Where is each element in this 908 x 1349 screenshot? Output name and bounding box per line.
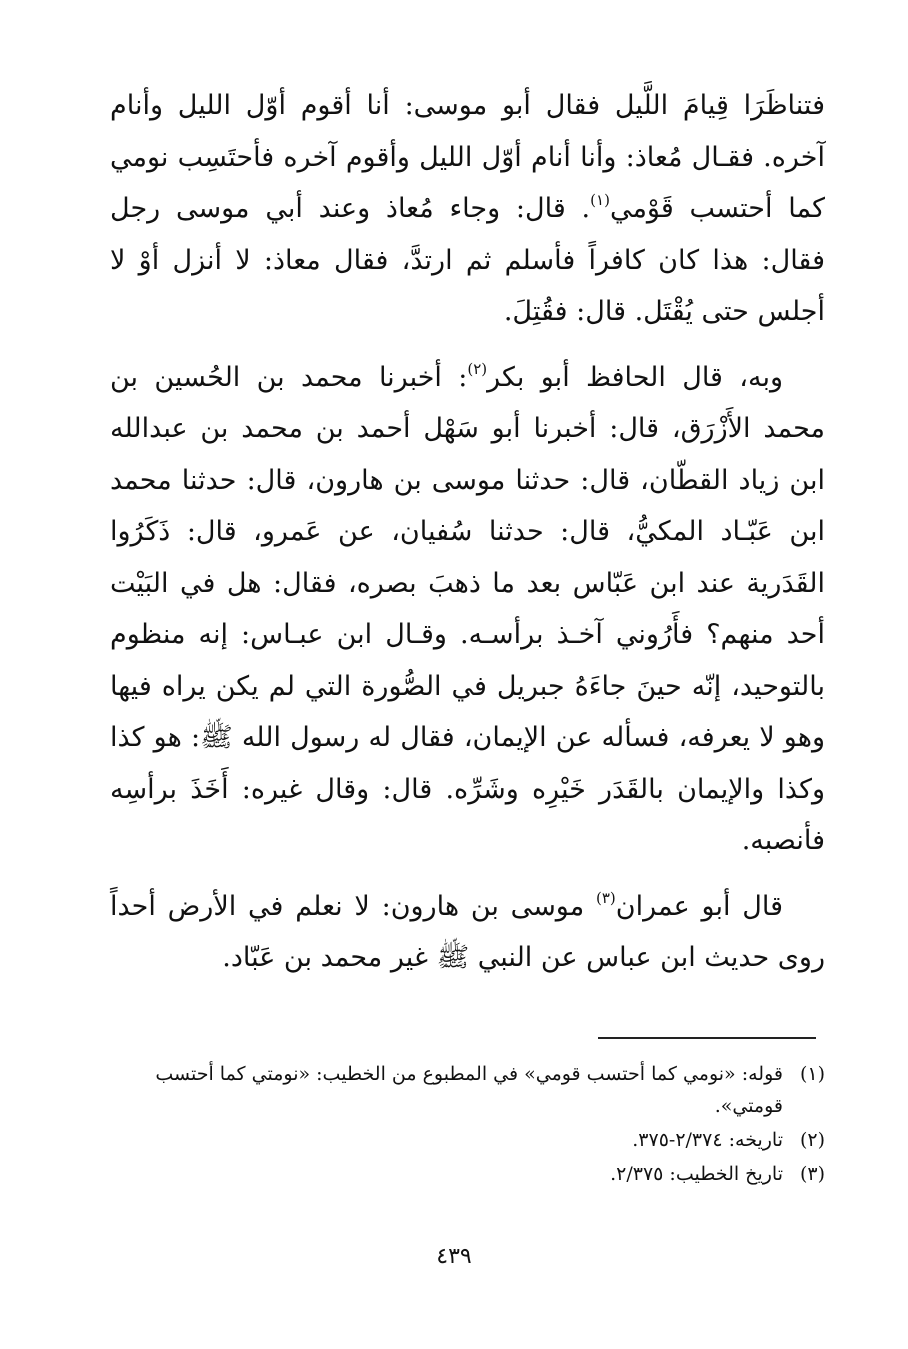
footnote-ref-3[interactable]: (٣) [596,888,616,907]
footnote-2 [110,1124,825,1156]
paragraph-2-text-b: : أخبرنا محمد بن الحُسين بن محمد الأَزْرَق، قال: أخبرنا أبو سَهْل أحمد بن محمد بن عبدالله ابن زياد القطّان، قال: حدثنا موسى بن هارون، قال: حدثنا محمد ابن عَبّـاد المكيُّ، قال: حدثنا سُفيان، عن عَمرو، قال: ذَكَرُوا القَدَرية عند ابن عَبّاس بعد ما ذهبَ بصره، فقال: هل في البَيْت أحد منهم؟ فأَرُوني آخـذ برأسـه. وقـال ابن عبـاس: إنه منظوم بالتوحيد، إنّه حينَ جاءَهُ جبريل في الصُّورة التي لم يكن يراه فيها وهو لا يعرفه، فسأله عن الإيمان، فقال له رسول الله ﷺ: هو كذا وكذا والإيمان بالقَدَر خَيْرِه وشَرِّه. قال: وقال غيره: أَخَذَ برأسِه فأنصبه. [110,361,826,856]
footnote-3-number: (٣) [799,1163,825,1185]
footnote-separator [598,1037,816,1039]
footnote-1 [110,1058,825,1122]
paragraph-1 [110,80,825,338]
footnote-3 [110,1158,825,1190]
footnote-3-text: تاريخ الخطيب: ٢/٣٧٥. [610,1163,783,1185]
footnote-2-number: (٢) [799,1129,825,1151]
footnote-2-text: تاريخه: ٢/٣٧٤-٣٧٥. [632,1129,783,1151]
footnote-1-text: قوله: «نومي كما أحتسب قومي» في المطبوع من الخطيب: «نومتي كما أحتسب قومتي». [155,1063,783,1117]
paragraph-2 [110,352,825,867]
paragraph-3-text-a: قال أبو عمران [615,890,783,922]
paragraph-2-text-a: وبه، قال الحافظ أبو بكر [487,361,784,393]
page-number: ٤٣٩ [436,1244,472,1269]
main-text [110,80,825,984]
paragraph-3-text-b: موسى بن هارون: لا نعلم في الأرض أحداً روى حديث ابن عباس عن النبي ﷺ غير محمد بن عَبّاد. [110,890,825,973]
paragraph-1-text-b: . قال: وجاء مُعاذ وعند أبي موسى رجل فقال: هذا كان كافراً فأسلم ثم ارتدَّ، فقال معاذ: لا أنزل أوْ لا أجلس حتى يُقْتَل. قال: فقُتِلَ. [110,193,825,327]
footnote-ref-2[interactable]: (٢) [467,359,488,378]
paragraph-1-text-a: فتناظَرَا قِيامَ اللَّيل فقال أبو موسى: أنا أقوم أوّل الليل وأنام آخره. فقـال مُعاذ: وأنا أنام أوّل الليل وأقوم آخره فأحتَسِب نومي كما أحتسب قَوْمي [110,90,825,224]
footnote-ref-1[interactable]: (١) [590,191,610,209]
footnotes [110,1058,825,1192]
footnote-1-number: (١) [799,1063,825,1085]
paragraph-3 [110,881,825,984]
